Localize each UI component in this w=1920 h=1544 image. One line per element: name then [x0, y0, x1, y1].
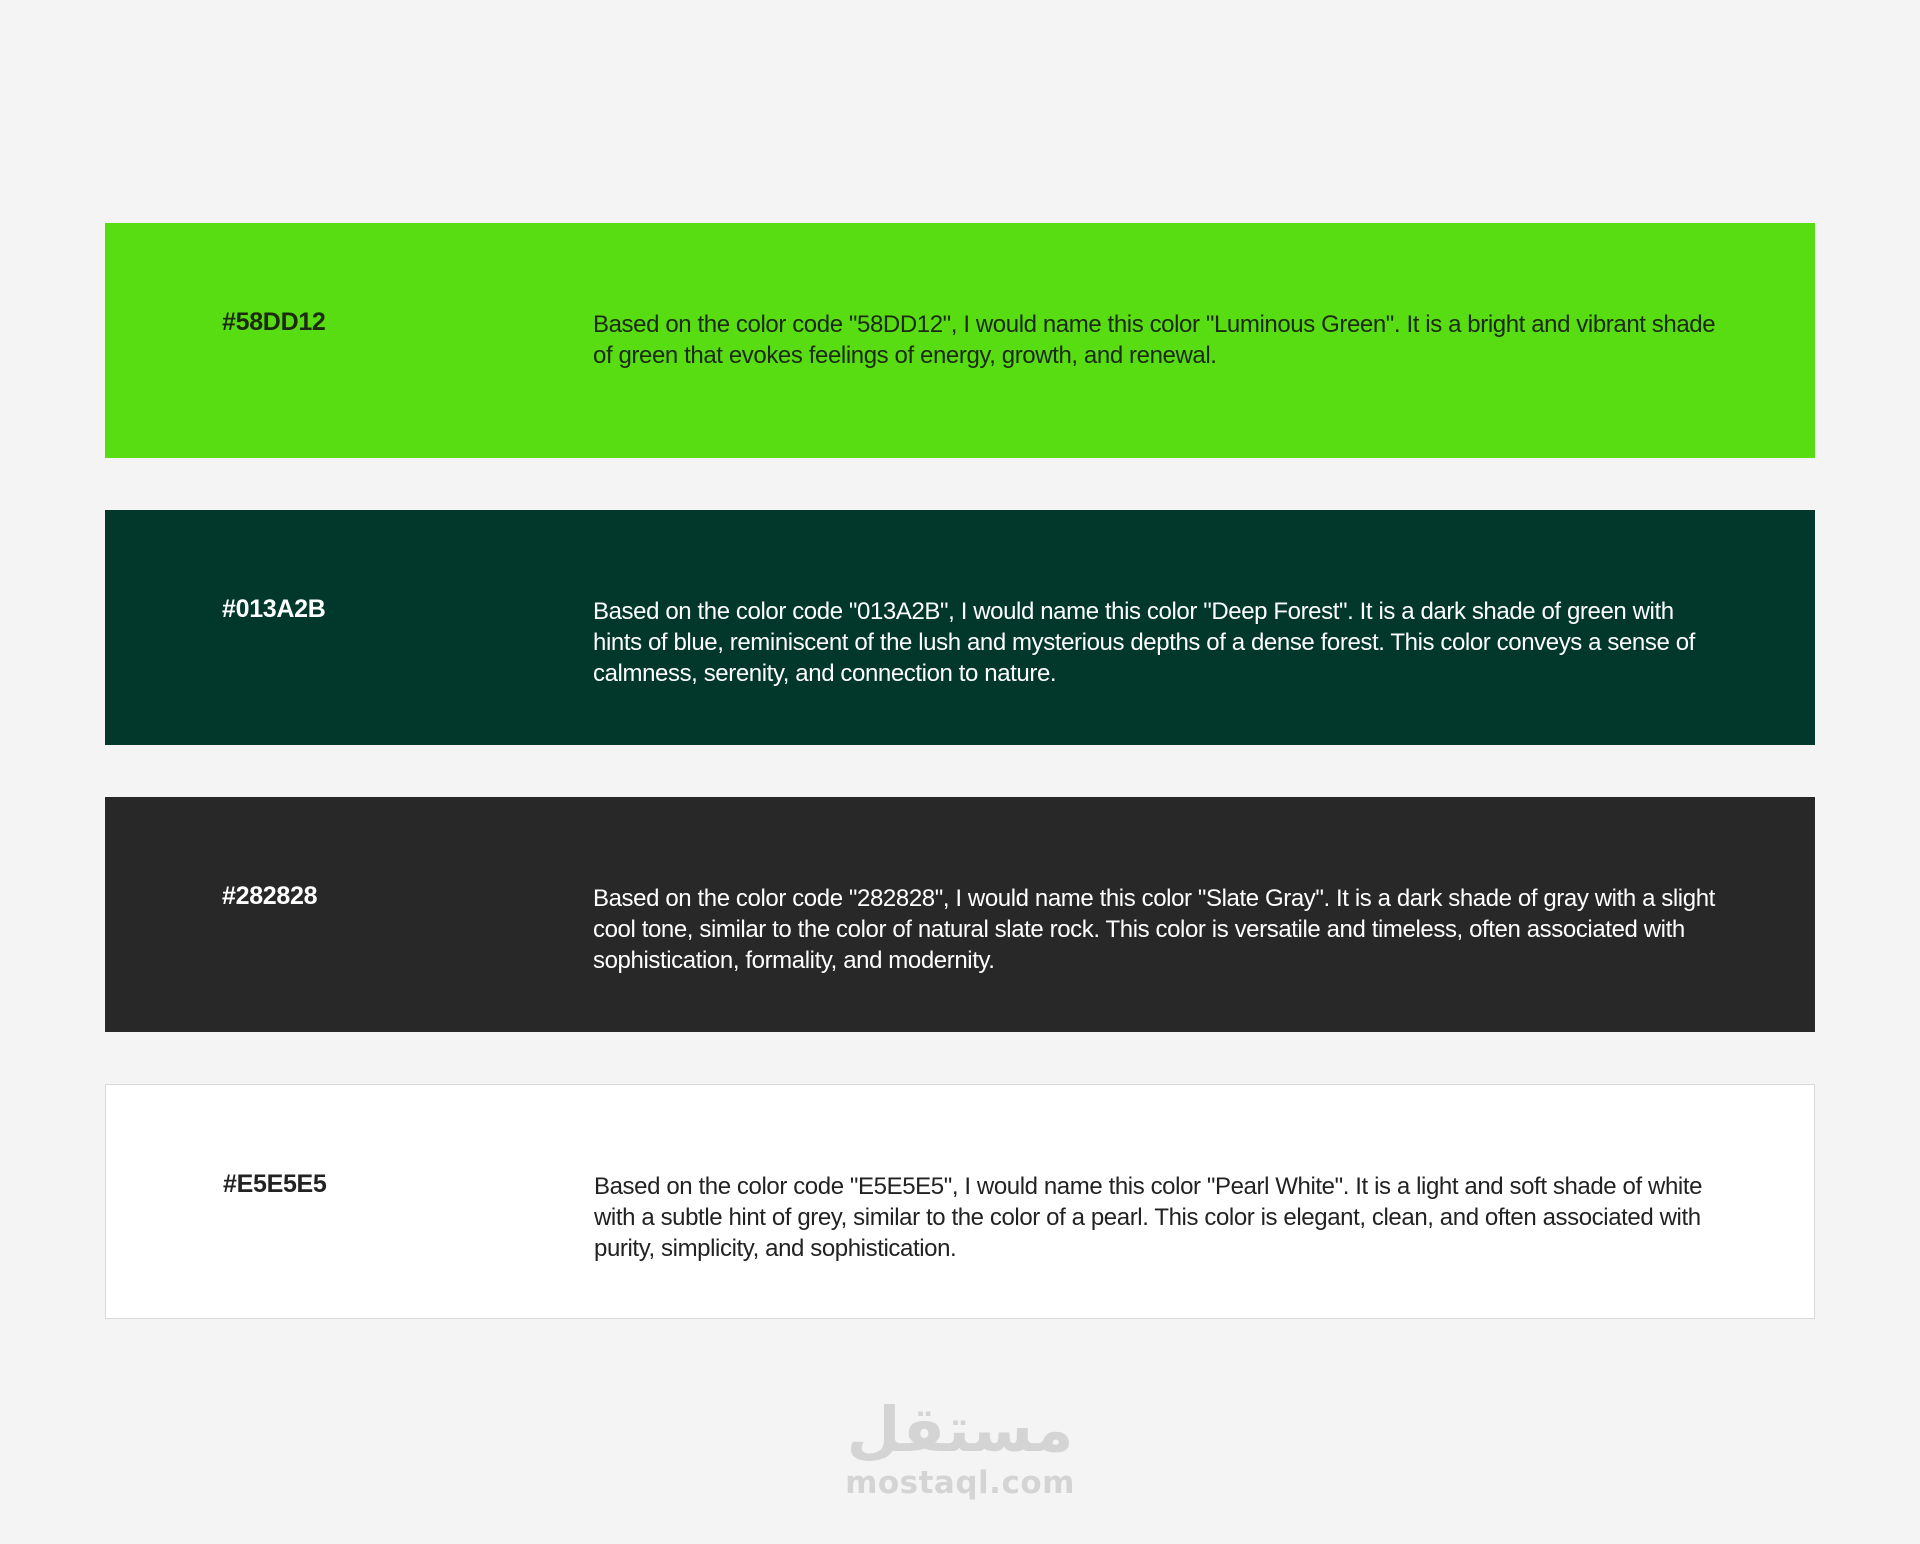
watermark-domain: mostaql.com — [845, 1465, 1075, 1501]
swatch-description: Based on the color code "58DD12", I would name this color "Luminous Green". It is a bright and vibrant shade of green that evokes feelings of energy, growth, and renewal. — [593, 311, 1716, 369]
swatch-description: Based on the color code "013A2B", I would name this color "Deep Forest". It is a dark shade of green with hints of blue, reminiscent of the lush and mysterious depths of a dense forest. This color conveys a sense of calmness, serenity, and connection to nature. — [593, 598, 1695, 687]
color-palette — [105, 223, 1815, 1371]
mostaql-watermark — [0, 1395, 1920, 1501]
swatch-hex-code: #58DD12 — [222, 308, 326, 336]
swatch-deep-forest — [105, 510, 1815, 745]
swatch-hex-code: #282828 — [222, 882, 318, 910]
swatch-slate-gray — [105, 797, 1815, 1032]
swatch-description: Based on the color code "282828", I would name this color "Slate Gray". It is a dark shade of gray with a slight cool tone, similar to the color of natural slate rock. This color is versatile and timeless, often associated with sophistication, formality, and modernity. — [593, 885, 1715, 974]
swatch-hex-code: #E5E5E5 — [223, 1170, 327, 1198]
swatch-luminous-green — [105, 223, 1815, 458]
watermark-arabic-logo: مستقل — [846, 1393, 1074, 1466]
swatch-pearl-white — [105, 1084, 1815, 1319]
swatch-description: Based on the color code "E5E5E5", I would name this color "Pearl White". It is a light and soft shade of white with a subtle hint of grey, similar to the color of a pearl. This color is elegant, clean, and often associated with purity, simplicity, and sophistication. — [594, 1173, 1703, 1262]
swatch-hex-code: #013A2B — [222, 595, 326, 623]
